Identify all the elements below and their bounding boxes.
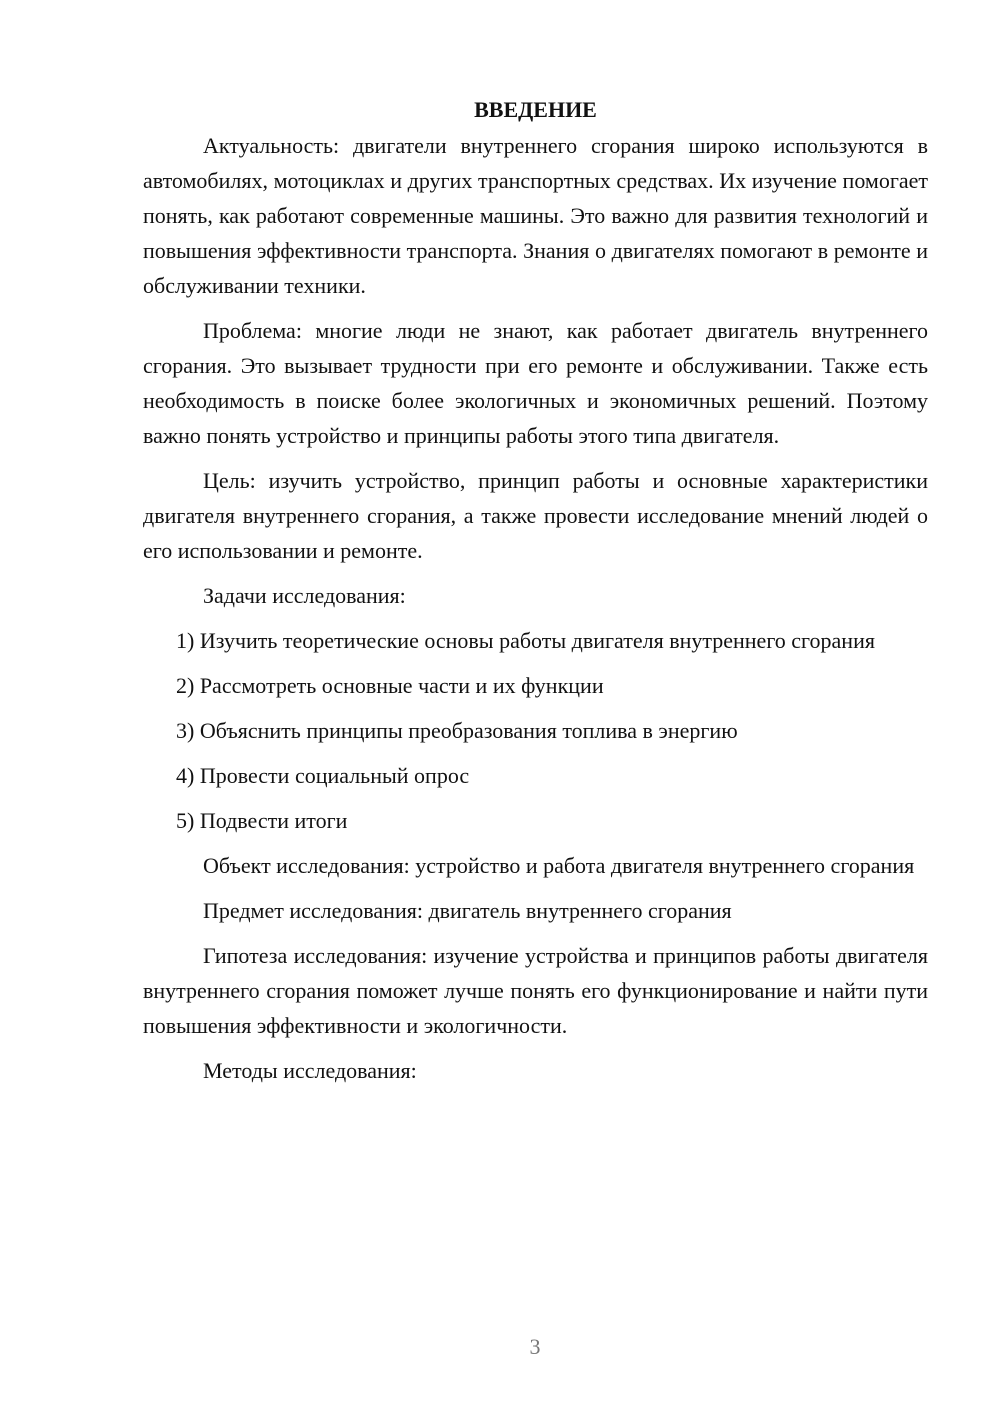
tasks-label: Задачи исследования:: [203, 583, 406, 608]
task-item-2: 2) Рассмотреть основные части и их функции: [176, 673, 604, 698]
page-content: [143, 92, 928, 1098]
page-number: 3: [529, 1334, 541, 1359]
subject-paragraph: Предмет исследования: двигатель внутреннего сгорания: [203, 898, 732, 923]
problem-paragraph: Проблема: многие люди не знают, как работает двигатель внутреннего сгорания. Это вызывает трудности при его ремонте и обслуживании. Также есть необходимость в поиске более экологичных и экономичных решений. Поэтому важно понять устройство и принципы работы этого типа двигателя.: [143, 318, 928, 448]
task-item-3: 3) Объяснить принципы преобразования топлива в энергию: [176, 718, 738, 743]
page-title: ВВЕДЕНИЕ: [474, 97, 597, 122]
task-item-1: 1) Изучить теоретические основы работы двигателя внутреннего сгорания: [176, 628, 875, 653]
task-item-4: 4) Провести социальный опрос: [176, 763, 470, 788]
methods-label: Методы исследования:: [203, 1058, 417, 1083]
relevance-paragraph: Актуальность: двигатели внутреннего сгорания широко используются в автомобилях, мотоциклах и других транспортных средствах. Их изучение помогает понять, как работают современные машины. Это важно для развития технологий и повышения эффективности транспорта. Знания о двигателях помогают в ремонте и обслуживании техники.: [143, 133, 928, 298]
goal-paragraph: Цель: изучить устройство, принцип работы и основные характеристики двигателя внутреннего сгорания, а также провести исследование мнений людей о его использовании и ремонте.: [143, 468, 928, 563]
task-item-5: 5) Подвести итоги: [176, 808, 348, 833]
hypothesis-paragraph: Гипотеза исследования: изучение устройства и принципов работы двигателя внутреннего сгорания поможет лучше понять его функционирование и найти пути повышения эффективности и экологичности.: [143, 943, 928, 1038]
object-paragraph: Объект исследования: устройство и работа двигателя внутреннего сгорания: [203, 853, 915, 878]
tasks-list: [143, 623, 928, 838]
